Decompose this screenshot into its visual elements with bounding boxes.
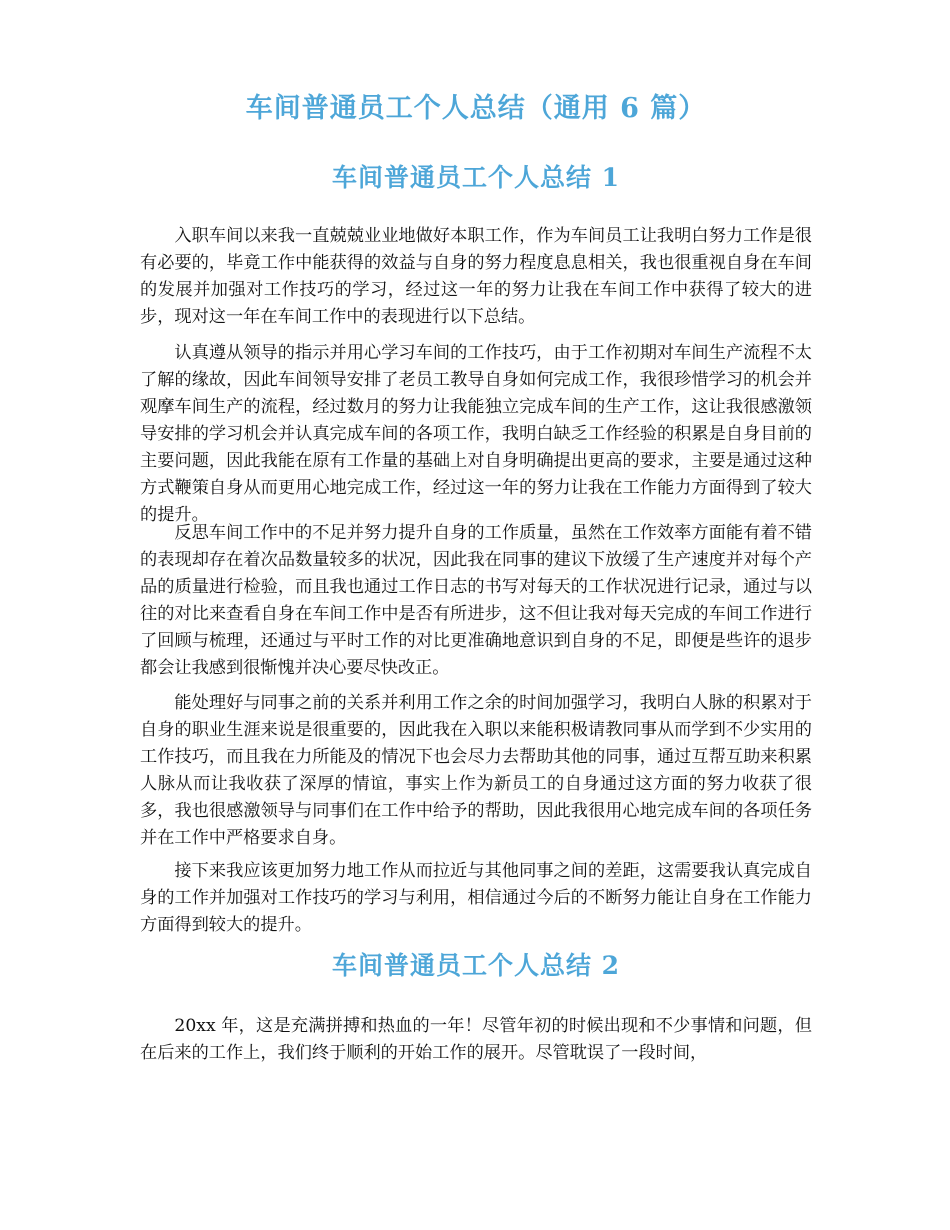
- paragraph-1-4: 能处理好与同事之前的关系并利用工作之余的时间加强学习，我明白人脉的积累对于自身的职业生涯来说是很重要的，因此我在入职以来能积极请教同事从而学到不少实用的工作技巧，而且我在力所能及的情况下也会尽力去帮助其他的同事，通过互帮互助来积累人脉从而让我收获了深厚的情谊，事实上作为新员工的自身通过这方面的努力收获了很多，我也很感激领导与同事们在工作中给予的帮助，因此我很用心地完成车间的各项任务并在工作中严格要求自身。: [140, 693, 812, 848]
- paragraph-1-3: 反思车间工作中的不足并努力提升自身的工作质量，虽然在工作效率方面能有着不错的表现却存在着次品数量较多的状况，因此我在同事的建议下放缓了生产速度并对每个产品的质量进行检验，而且我也通过工作日志的书写对每天的工作状况进行记录，通过与以往的对比来查看自身在车间工作中是否有所进步，这不但让我对每天完成的车间工作进行了回顾与梳理，还通过与平时工作的对比更准确地意识到自身的不足，即便是些许的退步都会让我感到很惭愧并决心要尽快改正。: [140, 523, 812, 678]
- section-heading-1: 车间普通员工个人总结 1: [331, 163, 621, 192]
- paragraph-1-5: 接下来我应该更加努力地工作从而拉近与其他同事之间的差距，这需要我认真完成自身的工作并加强对工作技巧的学习与利用，相信通过今后的不断努力能让自身在工作能力方面得到较大的提升。: [140, 861, 812, 935]
- paragraph-1-1: 入职车间以来我一直兢兢业业地做好本职工作，作为车间员工让我明白努力工作是很有必要的，毕竟工作中能获得的效益与自身的努力程度息息相关，我也很重视自身在车间的发展并加强对工作技巧的学习，经过这一年的努力让我在车间工作中获得了较大的进步，现对这一年在车间工作中的表现进行以下总结。: [140, 226, 812, 327]
- section-heading-2: 车间普通员工个人总结 2: [331, 951, 621, 980]
- paragraph-1-2: 认真遵从领导的指示并用心学习车间的工作技巧，由于工作初期对车间生产流程不太了解的缘故，因此车间领导安排了老员工教导自身如何完成工作，我很珍惜学习的机会并观摩车间生产的流程，经过数月的努力让我能独立完成车间的生产工作，这让我很感激领导安排的学习机会并认真完成车间的各项工作，我明白缺乏工作经验的积累是自身目前的主要问题，因此我能在原有工作量的基础上对自身明确提出更高的要求，主要是通过这种方式鞭策自身从而更用心地完成工作，经过这一年的努力让我在工作能力方面得到了较大的提升。: [140, 343, 812, 525]
- paragraph-2-1: 20xx 年，这是充满拼搏和热血的一年！尽管年初的时候出现和不少事情和问题，但在后来的工作上，我们终于顺利的开始工作的展开。尽管耽误了一段时间，: [140, 1016, 812, 1063]
- document-title: 车间普通员工个人总结（通用 6 篇）: [245, 93, 707, 124]
